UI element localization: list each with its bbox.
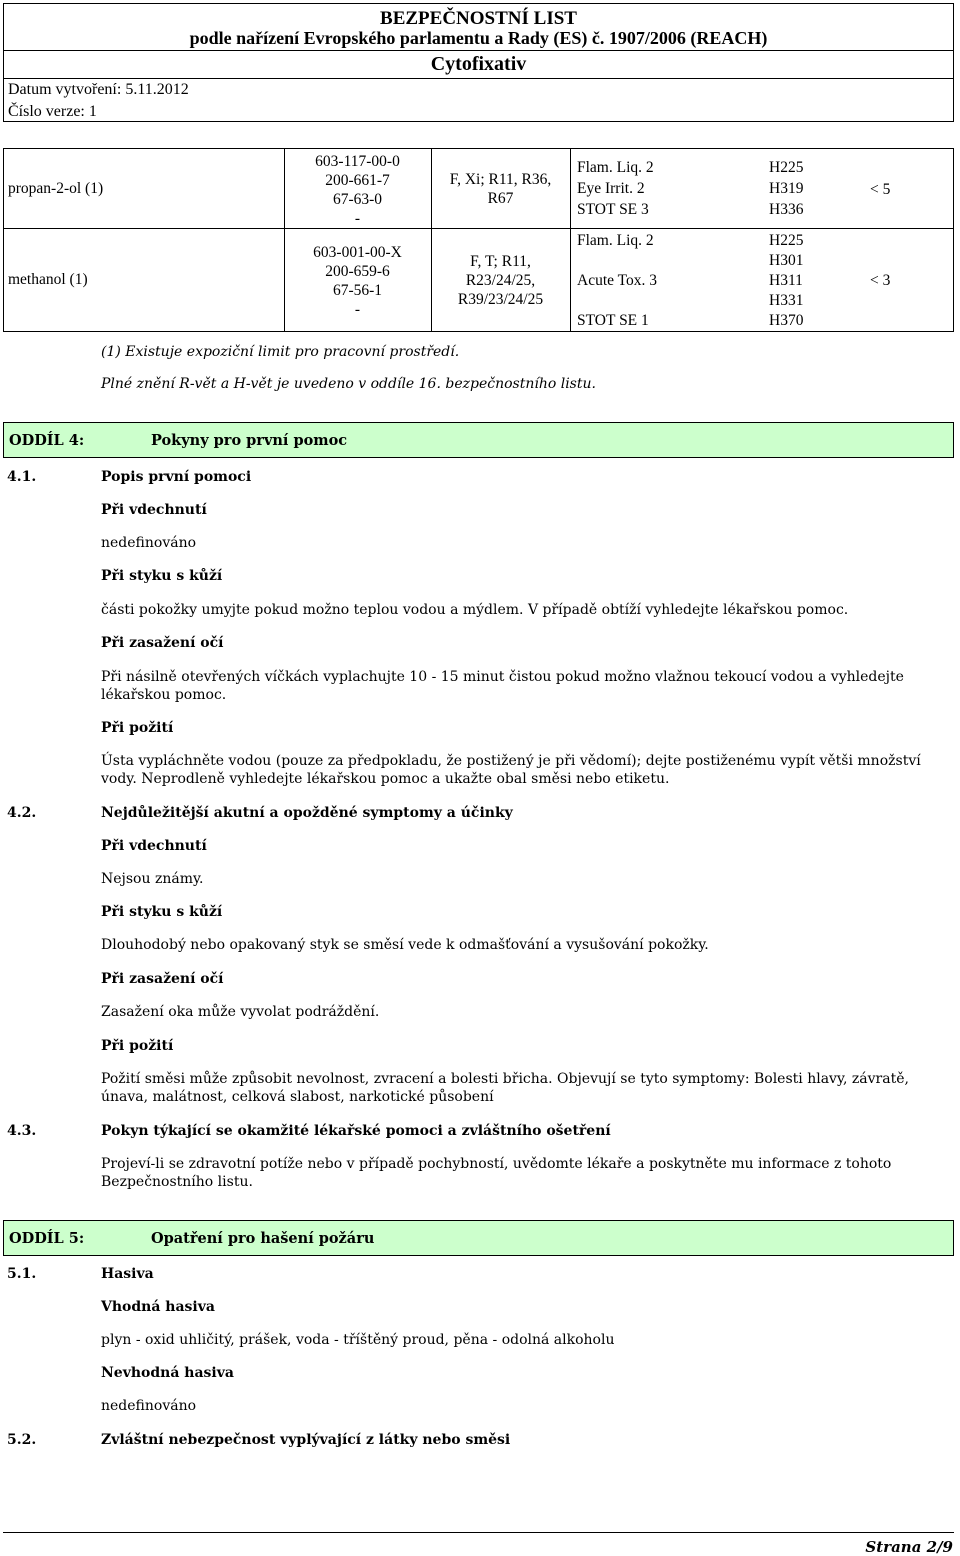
subheading-eyes: Při zasažení očí bbox=[101, 971, 224, 987]
component-name: propan-2-ol (1) bbox=[8, 180, 104, 197]
text-inhalation: Nejsou známy. bbox=[101, 871, 204, 887]
subheading-eyes: Při zasažení očí bbox=[101, 635, 224, 651]
version-number: Číslo verze: 1 bbox=[8, 103, 97, 120]
subsection-number: 4.3. bbox=[7, 1123, 37, 1139]
section-number: ODDÍL 4: bbox=[9, 432, 85, 449]
clp-classification: Flam. Liq. 2 Eye Irrit. 2 STOT SE 3 bbox=[577, 159, 654, 218]
subheading-suitable-media: Vhodná hasiva bbox=[101, 1299, 215, 1315]
subheading-inhalation: Při vdechnutí bbox=[101, 838, 207, 854]
dsd-classification: F, T; R11, R23/24/25, R39/23/24/25 bbox=[457, 253, 544, 308]
subheading-skin: Při styku s kůží bbox=[101, 568, 223, 584]
text-ingestion: Požití směsi může způsobit nevolnost, zvracení a bolesti břicha. Objevují se tyto symptomy: Bolesti hlavy, závratě, únava, malátnost, celková slabost, narkotické působení bbox=[101, 1071, 909, 1105]
text-eyes: Zasažení oka může vyvolat podráždění. bbox=[101, 1004, 380, 1020]
subsection-number: 4.2. bbox=[7, 805, 37, 821]
full-text-note: Plné znění R-vět a H-vět je uvedeno v oddíle 16. bezpečnostního listu. bbox=[101, 376, 596, 392]
subsection-title: Zvláštní nebezpečnost vyplývající z látky nebo směsi bbox=[101, 1432, 511, 1448]
text-ingestion: Ústa vypláchněte vodou (pouze za předpokladu, že postižený je při vědomí); dejte postiženému vypít větši množství vody. Neprodleně vyhledejte lékařskou pomoc a ukažte obal směsi nebo etiketu. bbox=[101, 753, 921, 787]
exposure-limit-note: (1) Existuje expoziční limit pro pracovní prostředí. bbox=[101, 344, 460, 360]
subheading-ingestion: Při požití bbox=[101, 1038, 174, 1054]
page-number: Strana 2/9 bbox=[865, 1538, 953, 1556]
subheading-skin: Při styku s kůží bbox=[101, 904, 223, 920]
creation-date: Datum vytvoření: 5.11.2012 bbox=[8, 81, 189, 98]
subheading-inhalation: Při vdechnutí bbox=[101, 502, 207, 518]
text-eyes: Při násilně otevřených víčkách vyplachujte 10 - 15 minut čistou pokud možno vlažnou tekoucí vodou a vyhledejte lékařskou pomoc. bbox=[101, 669, 904, 703]
section-5-header bbox=[3, 1220, 954, 1256]
section-title: Pokyny pro první pomoc bbox=[151, 432, 348, 449]
hazard-statements: H225 H319 H336 bbox=[769, 159, 804, 218]
subsection-number: 5.1. bbox=[7, 1266, 37, 1282]
subsection-title: Popis první pomoci bbox=[101, 469, 252, 485]
document-header bbox=[3, 3, 954, 122]
component-ids: 603-117-00-0 200-661-7 67-63-0 - bbox=[315, 153, 400, 227]
text-skin: Dlouhodobý nebo opakovaný styk se směsí vede k odmašťování a vysušování pokožky. bbox=[101, 937, 709, 953]
subsection-number: 4.1. bbox=[7, 469, 37, 485]
concentration: < 3 bbox=[870, 272, 891, 289]
concentration: < 5 bbox=[870, 181, 891, 198]
footer-divider bbox=[3, 1532, 954, 1533]
subsection-title: Pokyn týkající se okamžité lékařské pomoci a zvláštního ošetření bbox=[101, 1123, 611, 1139]
component-ids: 603-001-00-X 200-659-6 67-56-1 - bbox=[313, 244, 402, 318]
subsection-title: Nejdůležitější akutní a opožděné symptomy a účinky bbox=[101, 805, 513, 821]
subsection-title: Hasiva bbox=[101, 1266, 154, 1282]
subheading-ingestion: Při požití bbox=[101, 720, 174, 736]
dsd-classification: F, Xi; R11, R36, R67 bbox=[449, 171, 552, 207]
text-suitable-media: plyn - oxid uhličitý, prášek, voda - tříštěný proud, pěna - odolná alkoholu bbox=[101, 1332, 615, 1348]
text-medical-attention: Projeví-li se zdravotní potíže nebo v případě pochybností, uvědomte lékaře a poskytněte mu informace z tohoto Bezpečnostního listu. bbox=[101, 1156, 892, 1190]
hazard-statements: H225 H301 H311 H331 H370 bbox=[769, 232, 804, 329]
text-unsuitable-media: nedefinováno bbox=[101, 1398, 197, 1414]
product-name: Cytofixativ bbox=[430, 53, 527, 75]
subheading-unsuitable-media: Nevhodná hasiva bbox=[101, 1365, 234, 1381]
text-inhalation: nedefinováno bbox=[101, 535, 197, 551]
subsection-number: 5.2. bbox=[7, 1432, 37, 1448]
section-4-header bbox=[3, 422, 954, 458]
text-skin: části pokožky umyjte pokud možno teplou vodou a mýdlem. V případě obtíží vyhledejte lékařskou pomoc. bbox=[101, 602, 849, 618]
components-table: propan-2-ol (1) 603-117-00-0 200-661-7 67-63-0 - F, Xi; R11, R36, R67 Flam. Liq. 2 Eye Irrit. 2 STOT SE 3 H225 H319 H336 < 5 methanol (1) 603-001-00-X 200-659-6 67-56-1 - F, T; R11, R23/24/25, R39/23/24/25 Flam. Liq. 2 Acute Tox. 3 STOT SE 1 H225 H301 H311 H331 H370 < 3 bbox=[3, 148, 954, 332]
document-title: BEZPEČNOSTNÍ LIST bbox=[380, 8, 577, 29]
section-title: Opatření pro hašení požáru bbox=[151, 1230, 375, 1247]
component-name: methanol (1) bbox=[8, 271, 88, 288]
regulation-subtitle: podle nařízení Evropského parlamentu a Rady (ES) č. 1907/2006 (REACH) bbox=[189, 28, 768, 48]
section-number: ODDÍL 5: bbox=[9, 1230, 85, 1247]
